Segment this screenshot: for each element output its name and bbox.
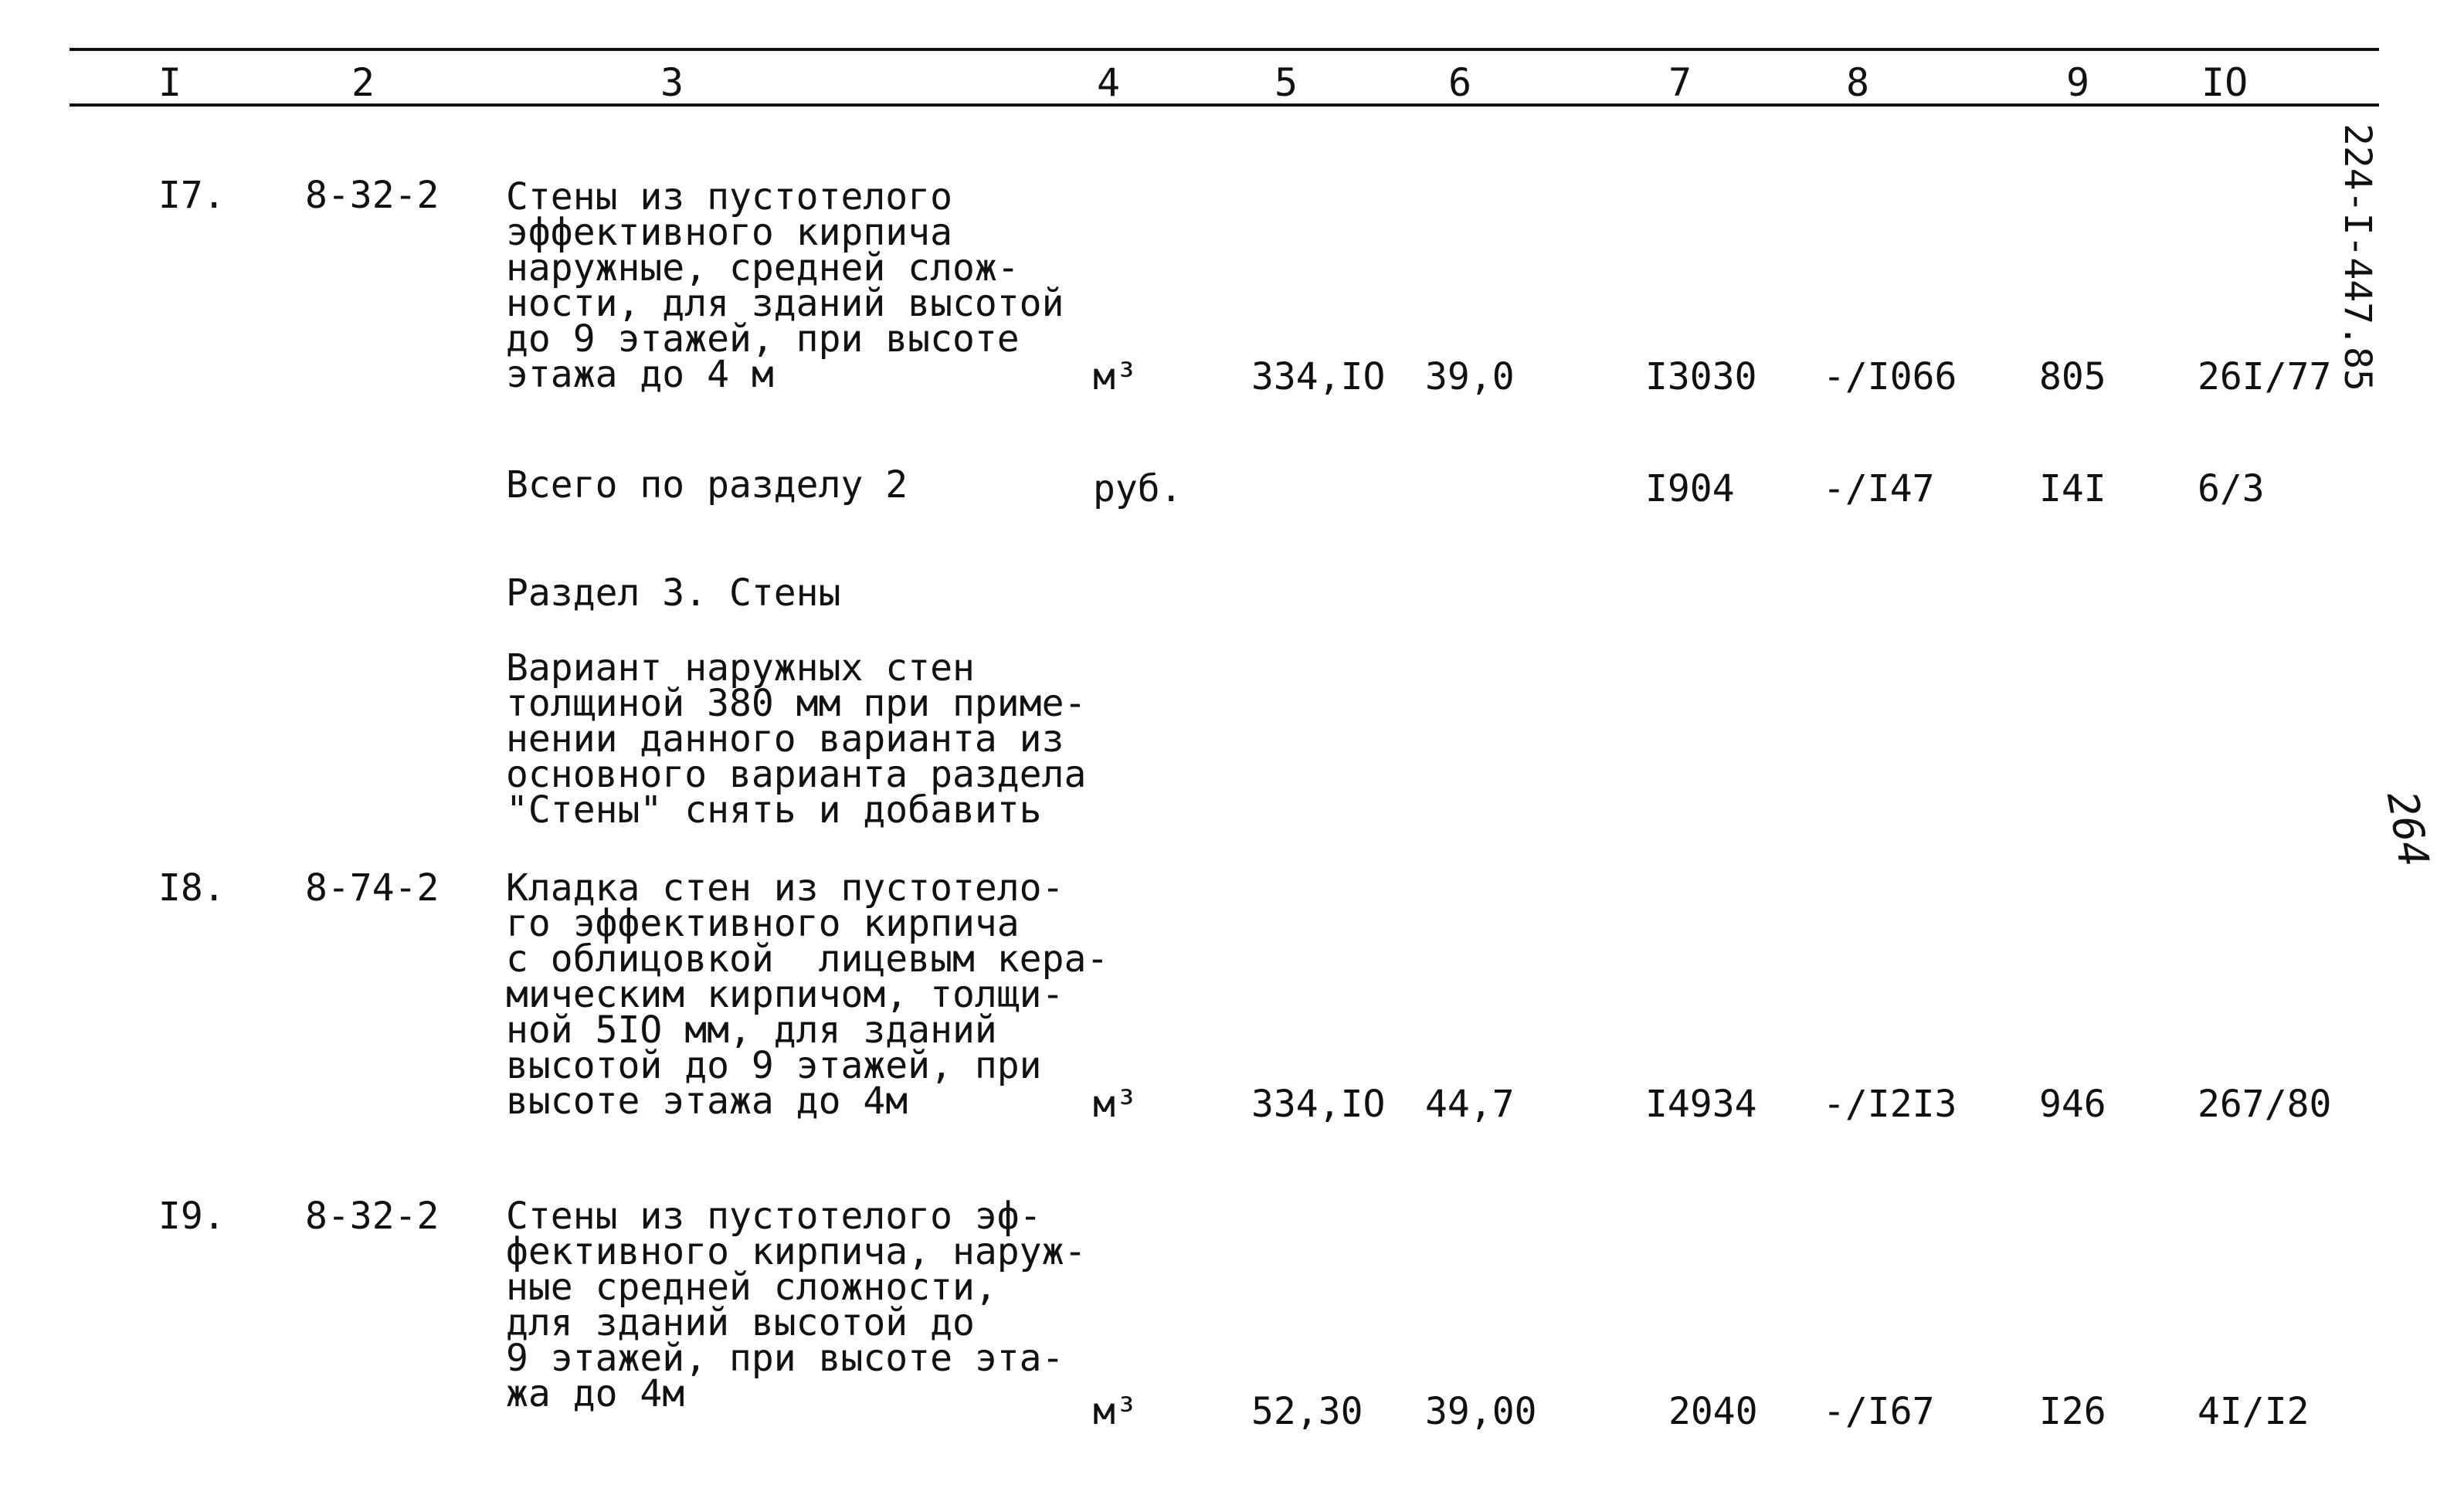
row-17-col6: 39,0 (1425, 355, 1515, 398)
col-header-10: IO (2201, 60, 2248, 105)
row-17-description: Стены из пустотелого эффективного кирпича наружные, средней слож- ности, для зданий высотой до 9 этажей, при высоте этажа до 4 м (506, 175, 1064, 396)
row-18-col5: 334,IO (1251, 1083, 1386, 1126)
row-18-col8: -/I2I3 (1823, 1083, 1957, 1126)
col-header-5: 5 (1274, 60, 1298, 105)
row-17-unit: м³ (1093, 355, 1138, 398)
header-rule (70, 103, 2379, 107)
section-3-note: Вариант наружных стен толщиной 380 мм при приме- нении данного варианта из основного варианта раздела "Стены" снять и добавить (506, 646, 1087, 832)
col-header-6: 6 (1448, 60, 1472, 105)
row-19-col8: -/I67 (1823, 1390, 1935, 1433)
row-17-col10: 26I/77 (2198, 355, 2332, 398)
total-section-2-unit: руб. (1093, 467, 1183, 510)
top-rule (70, 48, 2379, 51)
row-18-unit: м³ (1093, 1083, 1138, 1126)
row-19-unit: м³ (1093, 1390, 1138, 1433)
section-3-title: Раздел 3. Стены (506, 571, 841, 615)
row-17-col9: 805 (2039, 355, 2106, 398)
row-19-col9: I26 (2039, 1390, 2106, 1433)
total-section-2-col8: -/I47 (1823, 467, 1935, 510)
row-18-col7: I4934 (1645, 1083, 1757, 1126)
col-header-7: 7 (1668, 60, 1692, 105)
col-header-9: 9 (2066, 60, 2090, 105)
row-19-col6: 39,00 (1425, 1390, 1537, 1433)
row-18-number: I8. (158, 866, 226, 910)
row-18-code: 8-74-2 (305, 866, 440, 910)
row-19-col5: 52,30 (1251, 1390, 1363, 1433)
row-18-description: Кладка стен из пустотело- го эффективного кирпича с облицовкой лицевым кера- мическим кирпичом, толщи- ной 5IO мм, для зданий высотой до 9 этажей, при высоте этажа до 4м (506, 866, 1109, 1123)
row-17-number: I7. (158, 174, 226, 217)
col-header-8: 8 (1846, 60, 1870, 105)
col-header-2: 2 (351, 60, 375, 105)
row-17-col7: I3030 (1645, 355, 1757, 398)
row-19-col7: 2040 (1668, 1390, 1758, 1433)
total-section-2-col7: I904 (1645, 467, 1735, 510)
total-section-2-col9: I4I (2039, 467, 2106, 510)
total-section-2-col10: 6/3 (2198, 467, 2265, 510)
col-header-3: 3 (660, 60, 684, 105)
row-18-col9: 946 (2039, 1083, 2106, 1126)
row-17-col5: 334,IO (1251, 355, 1386, 398)
row-19-description: Стены из пустотелого эф- фективного кирпича, наруж- ные средней сложности, для зданий высотой до 9 этажей, при высоте эта- жа до 4м (506, 1195, 1087, 1415)
row-19-code: 8-32-2 (305, 1195, 440, 1238)
row-17-col8: -/I066 (1823, 355, 1957, 398)
total-section-2-label: Всего по разделу 2 (506, 463, 908, 507)
document-code: 224-I-447.85 (2336, 124, 2379, 392)
row-19-col10: 4I/I2 (2198, 1390, 2310, 1433)
row-19-number: I9. (158, 1195, 226, 1238)
row-18-col6: 44,7 (1425, 1083, 1515, 1126)
col-header-1: I (158, 60, 182, 105)
row-18-col10: 267/80 (2198, 1083, 2332, 1126)
row-17-code: 8-32-2 (305, 174, 440, 217)
page-number: 264 (2377, 788, 2439, 871)
col-header-4: 4 (1097, 60, 1121, 105)
